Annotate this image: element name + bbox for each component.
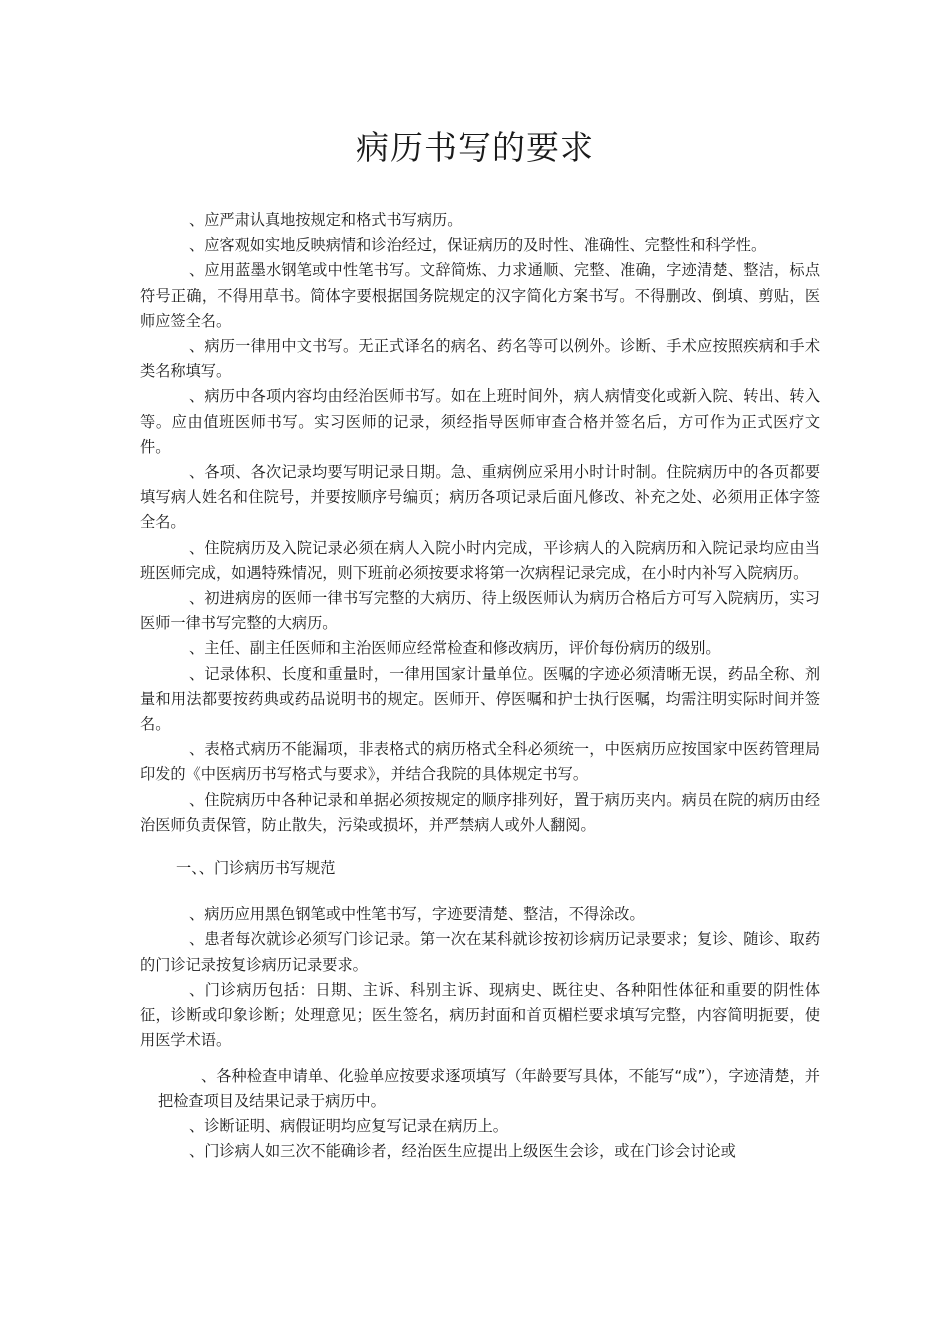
section-heading: 一、、门诊病历书写规范 [176,859,336,878]
paragraph: 、表格式病历不能漏项，非表格式的病历格式全科必须统一，中医病历应按国家中医药管理局印发的《中医病历书写格式与要求》，并结合我院的具体规定书写。 [140,740,820,784]
paragraph: 、应严肃认真地按规定和格式书写病历。 [189,211,463,229]
paragraph: 、应用蓝墨水钢笔或中性笔书写。文辞简炼、力求通顺、完整、准确，字迹清楚、整洁，标点符号正确，不得用草书。简体字要根据国务院规定的汉字简化方案书写。不得删改、倒填、剪贴，医师应签全名。 [140,261,820,330]
paragraph: 、各项、各次记录均要写明记录日期。急、重病例应采用小时计时制。住院病历中的各页都要填写病人姓名和住院号，并要按顺序号编页；病历各项记录后面凡修改、补充之处、必须用正体字签全名。 [140,463,820,532]
paragraph: 、记录体积、长度和重量时，一律用国家计量单位。医嘱的字迹必须清晰无误，药品全称、剂量和用法都要按药典或药品说明书的规定。医师开、停医嘱和护士执行医嘱，均需注明实际时间并签名。 [140,664,820,734]
paragraph: 、应客观如实地反映病情和诊治经过，保证病历的及时性、准确性、完整性和科学性。 [189,236,767,255]
section-paragraph: 、诊断证明、病假证明均应复写记录在病历上。 [189,1116,508,1135]
paragraph: 、主任、副主任医师和主治医师应经常检查和修改病历，评价每份病历的级别。 [189,639,721,658]
document-title: 病历书写的要求 [356,128,594,167]
paragraph: 、住院病历及入院记录必须在病人入院小时内完成，平诊病人的入院病历和入院记录均应由当班医师完成，如遇特殊情况，则下班前必须按要求将第一次病程记录完成，在小时内补写入院病历。 [140,538,820,582]
section-paragraph: 、门诊病人如三次不能确诊者，经治医生应提出上级医生会诊，或在门诊会讨论或 [189,1142,736,1161]
paragraph: 、住院病历中各种记录和单据必须按规定的顺序排列好，置于病历夹内。病员在院的病历由经治医师负责保管，防止散失，污染或损坏，并严禁病人或外人翻阅。 [140,790,820,834]
paragraph: 、病历中各项内容均由经治医师书写。如在上班时间外，病人病情变化或新入院、转出、转入等。应由值班医师书写。实习医师的记录，须经指导医师审查合格并签名后，方可作为正式医疗文件。 [140,387,820,456]
section-paragraph: 、门诊病历包括：日期、主诉、科别主诉、现病史、既往史、各种阳性体征和重要的阴性体征，诊断或印象诊断；处理意见；医生签名，病历封面和首页楣栏要求填写完整，内容简明扼要，使用医学术语。 [140,980,820,1050]
document-body [140,208,820,1164]
section-paragraph: 、各种检查申请单、化验单应按要求逐项填写（年龄要写具体，不能写“成”），字迹清楚，并把检查项目及结果记录于病历中。 [158,1066,820,1110]
section-paragraph: 、病历应用黑色钢笔或中性笔书写，字迹要清楚、整洁，不得涂改。 [189,905,645,924]
paragraph: 、病历一律用中文书写。无正式译名的病名、药名等可以例外。诊断、手术应按照疾病和手术类名称填写。 [140,337,820,381]
paragraph: 、初进病房的医师一律书写完整的大病历、待上级医师认为病历合格后方可写入院病历，实习医师一律书写完整的大病历。 [140,589,820,633]
section-paragraph: 、患者每次就诊必须写门诊记录。第一次在某科就诊按初诊病历记录要求；复诊、随诊、取药的门诊记录按复诊病历记录要求。 [140,930,820,974]
